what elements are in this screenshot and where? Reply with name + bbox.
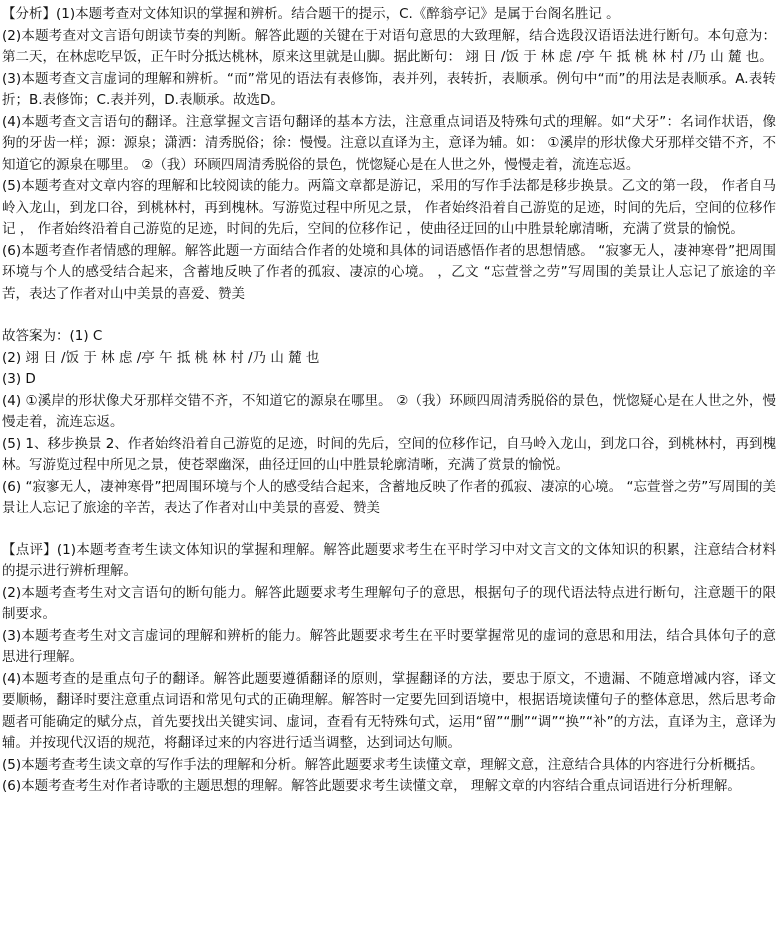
spacer xyxy=(2,305,776,326)
answer-intro: 故答案为：(1) C xyxy=(2,328,103,344)
comment-paragraph-5: (5)本题考查考生读文章的写作手法的理解和分析。解答此题要求考生读懂文章，理解文意，注意结合具体的内容进行分析概括。 xyxy=(2,756,764,773)
analysis-paragraph-4: (4)本题考查文言语句的翻译。注意掌握文言语句翻译的基本方法，注意重点词语及特殊句式的理解。如“犬牙”：名词作状语，像狗的牙齿一样；源：源泉；潇洒：清秀脱俗；徐：慢慢。注意以直译为主，意译为辅。如： ①溪岸的形状像犬牙那样交错不齐，不知道它的源泉在哪里。 ②（我）环顾四周清秀脱俗的景色，恍惚疑心是在人世之外，慢慢走着，流连忘返。 xyxy=(2,113,776,173)
comment-paragraph-6: (6)本题考查考生对作者诗歌的主题思想的理解。解答此题要求考生读懂文章， 理解文章的内容结合重点词语进行分析理解。 xyxy=(2,778,741,794)
comment-paragraph-4: (4)本题考查的是重点句子的翻译。解答此题要遵循翻译的原则，掌握翻译的方法，要忠于原文，不遗漏、不随意增减内容，译文要顺畅，翻译时要注意重点词语和常见句式的正确理解。解答时一定要先回到语境中，根据语境读懂句子的整体意思，然后思考命题者可能确定的赋分点，首先要找出关键实词、虚词，查看有无特殊句式，运用“留”“删”“调”“换”“补”的方法，直译为主，意译为辅。并按现代汉语的规范，将翻译过来的内容进行适当调整，达到词达句顺。 xyxy=(2,670,776,751)
analysis-paragraph-2: (2)本题考查对文言语句朗读节奏的判断。解答此题的关键在于对语句意思的大致理解，结合选段汉语语法进行断句。本句意为：第二天，在林虑吃早饭，正午时分抵达桃林，原来这里就是山脚。据此断句： 翊 日 /饭 于 林 虑 /亭 午 抵 桃 林 村 /乃 山 麓 也。 xyxy=(2,27,776,65)
comment-section xyxy=(2,540,776,798)
answer-3: (3) D xyxy=(2,371,36,387)
analysis-paragraph-6: (6)本题考查作者情感的理解。解答此题一方面结合作者的处境和具体的词语感悟作者的思想情感。 “寂寥无人，凄神寒骨”把周围环境与个人的感受结合起来，含蓄地反映了作者的孤寂、凄凉的心境。 ，乙文 “忘萱誉之劳”写周围的美景让人忘记了旅途的辛苦，表达了作者对山中美景的喜爱、赞美 xyxy=(2,242,776,302)
comment-paragraph-1: 【点评】(1)本题考查考生读文体知识的掌握和理解。解答此题要求考生在平时学习中对文言文的文体知识的积累，注意结合材料的提示进行辨析理解。 xyxy=(2,541,776,579)
analysis-section xyxy=(2,4,776,305)
answer-section xyxy=(2,326,776,520)
analysis-paragraph-1: 【分析】(1)本题考查对文体知识的掌握和辨析。结合题干的提示，C.《醉翁亭记》是属于台阁名胜记 。 xyxy=(2,6,620,22)
analysis-paragraph-3: (3)本题考查文言虚词的理解和辨析。“而”常见的语法有表修饰，表并列，表转折，表顺承。例句中“而”的用法是表顺承。A.表转折；B.表修饰；C.表并列，D.表顺承。故选D。 xyxy=(2,70,776,108)
comment-paragraph-3: (3)本题考查考生对文言虚词的理解和辨析的能力。解答此题要求考生在平时要掌握常见的虚词的意思和用法，结合具体句子的意思进行理解。 xyxy=(2,627,776,665)
answer-5: (5) 1、移步换景 2、作者始终沿着自己游览的足迹，时间的先后，空间的位移作记，自马岭入龙山，到龙口谷，到桃林村，再到槐林。写游览过程中所见之景，使苍翠幽深，曲径迂回的山中胜景轮廓清晰，充满了赏景的愉悦。 xyxy=(2,435,776,473)
answer-2: (2) 翊 日 /饭 于 林 虑 /亭 午 抵 桃 林 村 /乃 山 麓 也 xyxy=(2,349,320,366)
comment-paragraph-2: (2)本题考查考生对文言语句的断句能力。解答此题要求考生理解句子的意思，根据句子的现代语法特点进行断句，注意题干的限制要求。 xyxy=(2,584,776,622)
analysis-paragraph-5: (5)本题考查对文章内容的理解和比较阅读的能力。两篇文章都是游记，采用的写作手法都是移步换景。乙文的第一段， 作者自马岭入龙山，到龙口谷，到桃林村，再到槐林。写游览过程中所见之景， 作者始终沿着自己游览的足迹，时间的先后，空间的位移作记 ， 作者始终沿着自己游览的足迹，时间的先后，空间的位移作记 ，使曲径迂回的山中胜景轮廓清晰，充满了赏景的愉悦。 xyxy=(2,178,776,237)
spacer xyxy=(2,520,776,540)
answer-6: (6) “寂寥无人，凄神寒骨”把周围环境与个人的感受结合起来，含蓄地反映了作者的孤寂、凄凉的心境。 “忘萱誉之劳”写周围的美景让人忘记了旅途的辛苦，表达了作者对山中美景的喜爱、赞美 xyxy=(2,478,776,516)
answer-4: (4) ①溪岸的形状像犬牙那样交错不齐，不知道它的源泉在哪里。 ②（我）环顾四周清秀脱俗的景色，恍惚疑心是在人世之外，慢慢走着，流连忘返。 xyxy=(2,392,776,430)
